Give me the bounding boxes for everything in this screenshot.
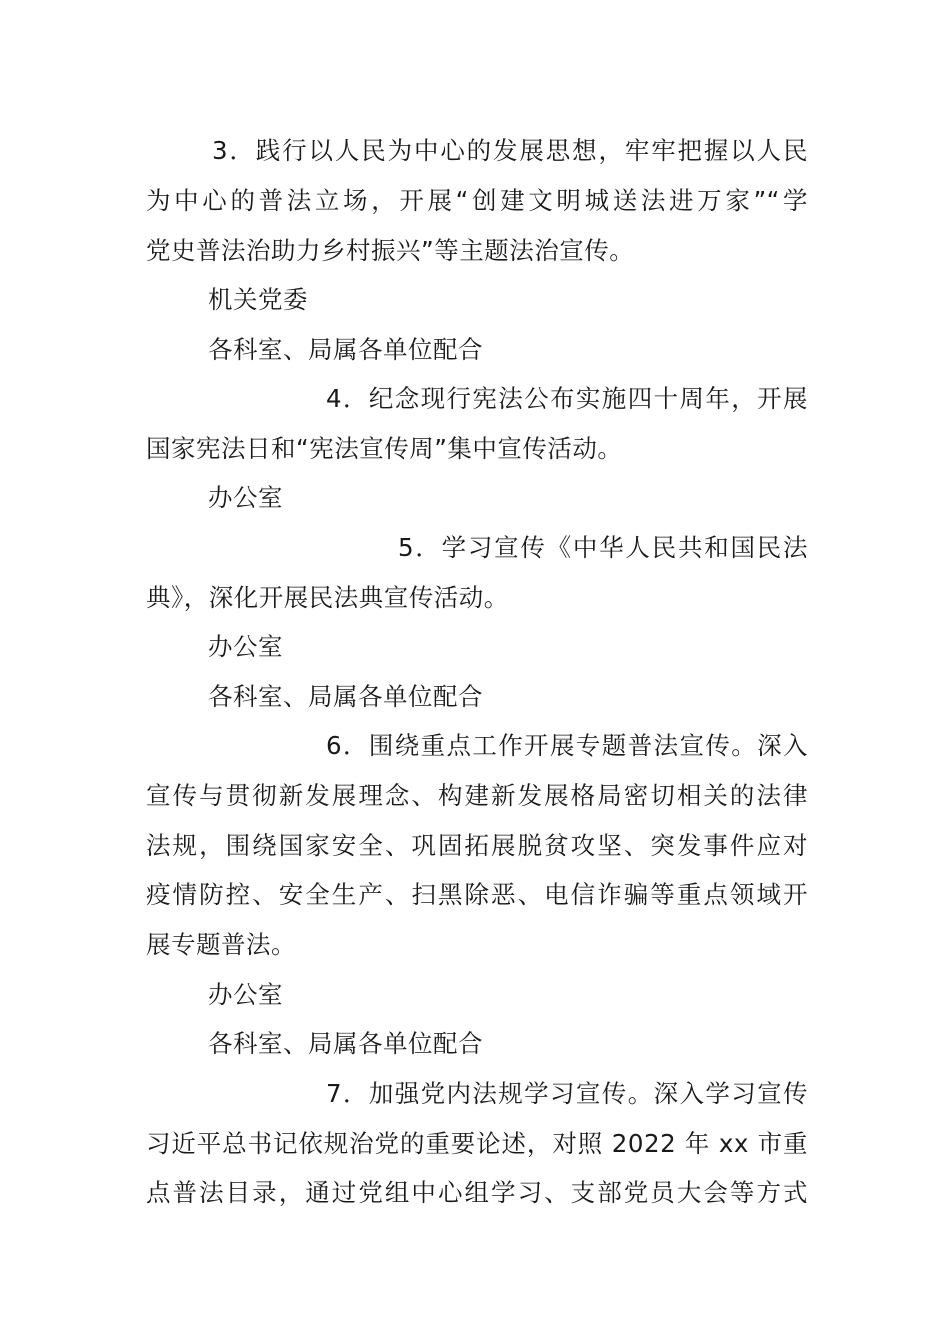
lead-unit: 机关党委 [208,285,308,314]
paragraph-6-line-5: 展专题普法。 [146,930,296,959]
lead-unit: 办公室 [208,483,283,512]
support-unit: 各科室、局属各单位配合 [208,682,483,711]
paragraph-5-line-2: 典》，深化开展民法典宣传活动。 [146,583,509,612]
paragraph-6-line-4: 疫情防控、安全生产、扫黑除恶、电信诈骗等重点领域开 [146,880,808,909]
paragraph-3-line-1: 3．践行以人民为中心的发展思想，牢牢把握以人民 [212,136,808,165]
paragraph-5-line-1: 5．学习宣传《中华人民共和国民法 [398,533,808,562]
paragraph-4-line-1: 4．纪念现行宪法公布实施四十周年，开展 [326,384,808,413]
support-unit: 各科室、局属各单位配合 [208,335,483,364]
paragraph-3-line-3: 党史普法治助力乡村振兴”等主题法治宣传。 [146,236,635,265]
paragraph-6-line-3: 法规，围绕国家安全、巩固拓展脱贫攻坚、突发事件应对 [146,831,808,860]
paragraph-7-line-3: 点普法目录，通过党组中心组学习、支部党员大会等方式 [146,1178,808,1207]
paragraph-3-line-2: 为中心的普法立场，开展“创建文明城送法进万家”“学 [146,186,808,215]
paragraph-4-line-2: 国家宪法日和“宪法宣传周”集中宣传活动。 [146,434,623,463]
paragraph-7-line-2: 习近平总书记依规治党的重要论述，对照 2022 年 xx 市重 [146,1129,808,1158]
paragraph-7-line-1: 7．加强党内法规学习宣传。深入学习宣传 [326,1079,808,1108]
support-unit: 各科室、局属各单位配合 [208,1029,483,1058]
paragraph-6-line-2: 宣传与贯彻新发展理念、构建新发展格局密切相关的法律 [146,781,808,810]
lead-unit: 办公室 [208,980,283,1009]
paragraph-6-line-1: 6．围绕重点工作开展专题普法宣传。深入 [326,731,808,760]
lead-unit: 办公室 [208,632,283,661]
